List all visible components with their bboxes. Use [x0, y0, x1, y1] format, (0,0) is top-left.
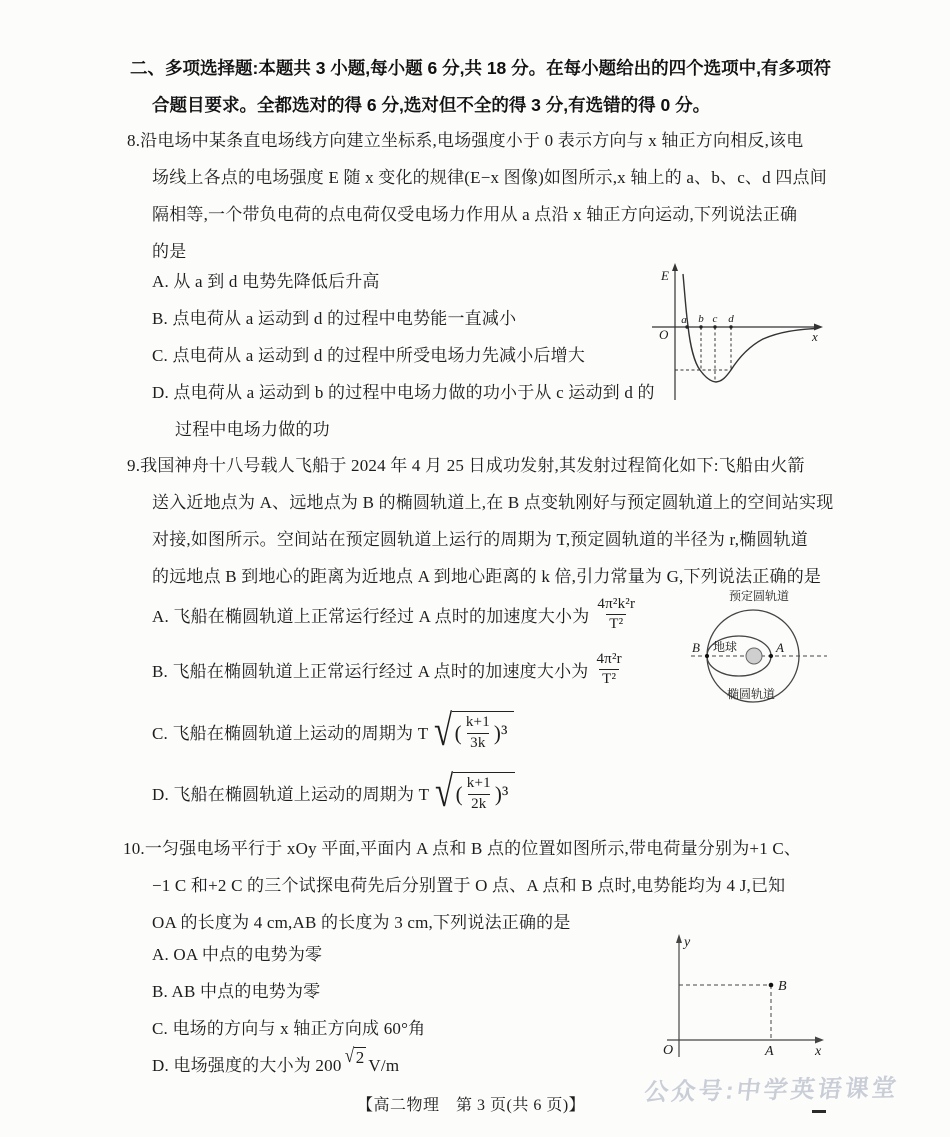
q10-stem-line: 10.一匀强电场平行于 xOy 平面,平面内 A 点和 B 点的位置如图所示,带电荷量分别为+1 C、 [123, 839, 802, 858]
q9-orbit-diagram [675, 582, 857, 721]
point-d-label: d [728, 313, 734, 325]
origin-label: O [659, 327, 669, 342]
point-b-dot [699, 325, 702, 328]
x-axis-label: x [812, 329, 818, 344]
origin-label: O [663, 1043, 674, 1058]
q9-option-a-text: A. 飞船在椭圆轨道上正常运行经过 A 点时的加速度大小为 [152, 607, 590, 626]
q10-option-a: A. OA 中点的电势为零 [152, 945, 323, 964]
radical-sign-icon: √ [435, 767, 454, 816]
fraction-numerator: k+1 [466, 775, 491, 792]
q9-option-b-fraction [593, 651, 624, 689]
circular-orbit-label: 预定圆轨道 [728, 589, 790, 603]
fraction-numerator: k+1 [465, 714, 490, 731]
y-axis-label: y [684, 935, 691, 950]
open-paren: ( [454, 720, 462, 745]
question-8-stem [127, 122, 827, 270]
earth-label: 地球 [713, 640, 738, 654]
x-axis-label: x [815, 1044, 822, 1059]
close-paren-cubed: )³ [494, 781, 509, 806]
fraction-numerator: 4π²r [596, 650, 622, 667]
point-b-label: B [778, 979, 787, 994]
e-axis-arrow-icon [672, 263, 678, 271]
q9-option-c-radical [431, 706, 513, 755]
y-axis-arrow-icon [676, 934, 682, 943]
q9-option-d-radical [432, 767, 514, 816]
fraction-denominator: 3k [467, 733, 488, 752]
q9-stem-line: 送入近地点为 A、远地点为 B 的椭圆轨道上,在 B 点变轨刚好与预定圆轨道上的空间站实现 [152, 493, 834, 512]
point-b-dot [705, 654, 709, 658]
point-a-label: A [765, 1044, 774, 1059]
q8-stem-line: 场线上各点的电场强度 E 随 x 变化的规律(E−x 图像)如图所示,x 轴上的 a、b、c、d 四点间 [152, 168, 827, 187]
point-b-dot [769, 983, 774, 988]
q8-stem-line: 的是 [152, 242, 187, 261]
q10-option-c: C. 电场的方向与 x 轴正方向成 60°角 [152, 1019, 426, 1038]
e-axis-label: E [661, 268, 669, 283]
point-a-label: a [681, 314, 687, 326]
q9-option-c-text: C. 飞船在椭圆轨道上运动的周期为 T [152, 723, 429, 743]
q10-option-d-prefix: D. 电场强度的大小为 200 [152, 1056, 342, 1075]
point-d-dot [729, 325, 732, 328]
q9-option-b [152, 647, 625, 692]
point-a-dot [769, 654, 773, 658]
section-header-line2: 合题目要求。全都选对的得 6 分,选对但不全的得 3 分,有选错的得 0 分。 [152, 95, 711, 115]
e-x-curve [683, 274, 818, 382]
q10-stem-line: OA 的长度为 4 cm,AB 的长度为 3 cm,下列说法正确的是 [152, 913, 571, 932]
fraction-denominator: T² [599, 669, 619, 688]
q10-option-d-radical [344, 1047, 367, 1067]
q8-stem-line: 隔相等,一个带负电荷的点电荷仅受电场力作用从 a 点沿 x 轴正方向运动,下列说法正确 [152, 205, 798, 224]
q8-option-d: D. 点电荷从 a 运动到 b 的过程中电场力做的功小于从 c 运动到 d 的 [152, 383, 655, 402]
radical-sign-icon: √ [344, 1045, 354, 1067]
close-paren-cubed: )³ [493, 720, 508, 745]
q9-option-b-text: B. 飞船在椭圆轨道上正常运行经过 A 点时的加速度大小为 [152, 662, 589, 681]
q9-option-a [152, 592, 638, 637]
q8-option-d-cont: 过程中电场力做的功 [175, 420, 330, 439]
q9-option-d [152, 766, 515, 818]
q8-stem-line: 8.沿电场中某条直电场线方向建立坐标系,电场强度小于 0 表示方向与 x 轴正方向相反,该电 [127, 131, 804, 150]
open-paren: ( [455, 781, 463, 806]
question-8-options [152, 263, 655, 448]
section-header [130, 50, 890, 124]
fraction-denominator: 2k [468, 794, 489, 813]
q9-option-d-text: D. 飞船在椭圆轨道上运动的周期为 T [152, 784, 430, 804]
point-b-label: b [698, 313, 704, 325]
fraction-numerator: 4π²k²r [597, 595, 636, 612]
earth-circle [746, 648, 762, 664]
elliptical-orbit-label: 椭圆轨道 [726, 687, 776, 701]
q9-option-d-fraction [464, 775, 494, 813]
radicand: 2 [355, 1048, 365, 1067]
q10-xoy-diagram [655, 930, 832, 1072]
section-header-line1: 二、多项选择题:本题共 3 小题,每小题 6 分,共 18 分。在每小题给出的四个选项中,有多项符 [130, 58, 832, 78]
q9-option-a-fraction [594, 596, 638, 634]
question-10-stem [123, 830, 801, 941]
q10-option-d [152, 1047, 425, 1084]
q8-option-a: A. 从 a 到 d 电势先降低后升高 [152, 272, 380, 291]
q10-option-d-suffix: V/m [368, 1056, 400, 1075]
q9-option-c-fraction [463, 714, 493, 752]
q9-stem-line: 的远地点 B 到地心的距离为近地点 A 到地心距离的 k 倍,引力常量为 G,下列说法正确的是 [152, 567, 822, 586]
scan-dash-mark [812, 1110, 826, 1113]
q9-option-c [152, 705, 514, 757]
point-b-label: B [692, 640, 700, 655]
point-c-dot [713, 325, 716, 328]
question-9-stem [127, 447, 833, 595]
point-a-label: A [776, 640, 784, 655]
q9-stem-line: 对接,如图所示。空间站在预定圆轨道上运行的周期为 T,预定圆轨道的半径为 r,椭圆轨道 [152, 530, 808, 549]
q10-option-b: B. AB 中点的电势为零 [152, 982, 321, 1001]
x-axis-arrow-icon [815, 1037, 824, 1044]
q8-option-b: B. 点电荷从 a 运动到 d 的过程中电势能一直减小 [152, 309, 517, 328]
q9-stem-line: 9.我国神舟十八号载人飞船于 2024 年 4 月 25 日成功发射,其发射过程简化如下:飞船由火箭 [127, 456, 805, 475]
q10-stem-line: −1 C 和+2 C 的三个试探电荷先后分别置于 O 点、A 点和 B 点时,电势能均为 4 J,已知 [152, 876, 786, 895]
radical-sign-icon: √ [434, 706, 453, 755]
page-footer: 【高二物理 第 3 页(共 6 页)】 [357, 1097, 586, 1114]
q8-ex-graph [648, 260, 840, 417]
q8-option-c: C. 点电荷从 a 运动到 d 的过程中所受电场力先减小后增大 [152, 346, 586, 365]
fraction-denominator: T² [606, 614, 626, 633]
watermark-text: 公众号:中学英语课堂 [642, 1074, 901, 1107]
question-10-options [152, 936, 425, 1084]
point-c-label: c [712, 313, 718, 325]
